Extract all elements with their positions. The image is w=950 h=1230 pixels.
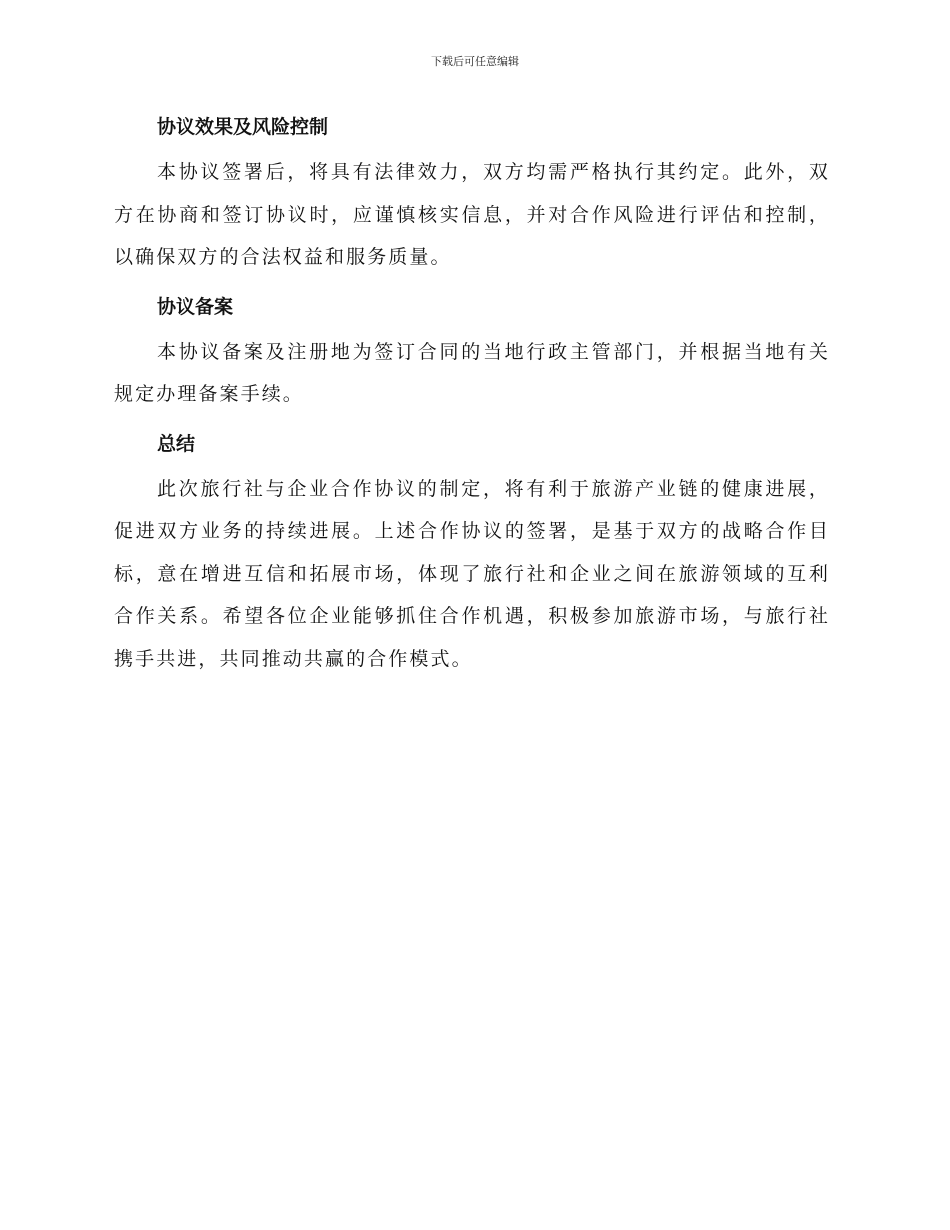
page-header: 下载后可任意编辑: [431, 55, 519, 68]
document-body: [114, 112, 830, 680]
section-heading-agreement-effect: 协议效果及风险控制: [157, 116, 329, 138]
section-paragraph-agreement-effect: 本协议签署后，将具有法律效力，双方均需严格执行其约定。此外，双方在协商和签订协议时，应谨慎核实信息，并对合作风险进行评估和控制，以确保双方的合法权益和服务质量。: [114, 161, 830, 268]
section-heading-filing: 协议备案: [157, 295, 234, 318]
section-paragraph-summary: 此次旅行社与企业合作协议的制定，将有利于旅游产业链的健康进展，促进双方业务的持续进展。上述合作协议的签署，是基于双方的战略合作目标，意在增进互信和拓展市场，体现了旅行社和企业之间在旅游领域的互利合作关系。希望各位企业能够抓住合作机遇，积极参加旅游市场，与旅行社携手共进，共同推动共赢的合作模式。: [114, 477, 830, 670]
section-paragraph-filing: 本协议备案及注册地为签订合同的当地行政主管部门，并根据当地有关规定办理备案手续。: [114, 340, 830, 405]
section-heading-summary: 总结: [157, 432, 196, 455]
